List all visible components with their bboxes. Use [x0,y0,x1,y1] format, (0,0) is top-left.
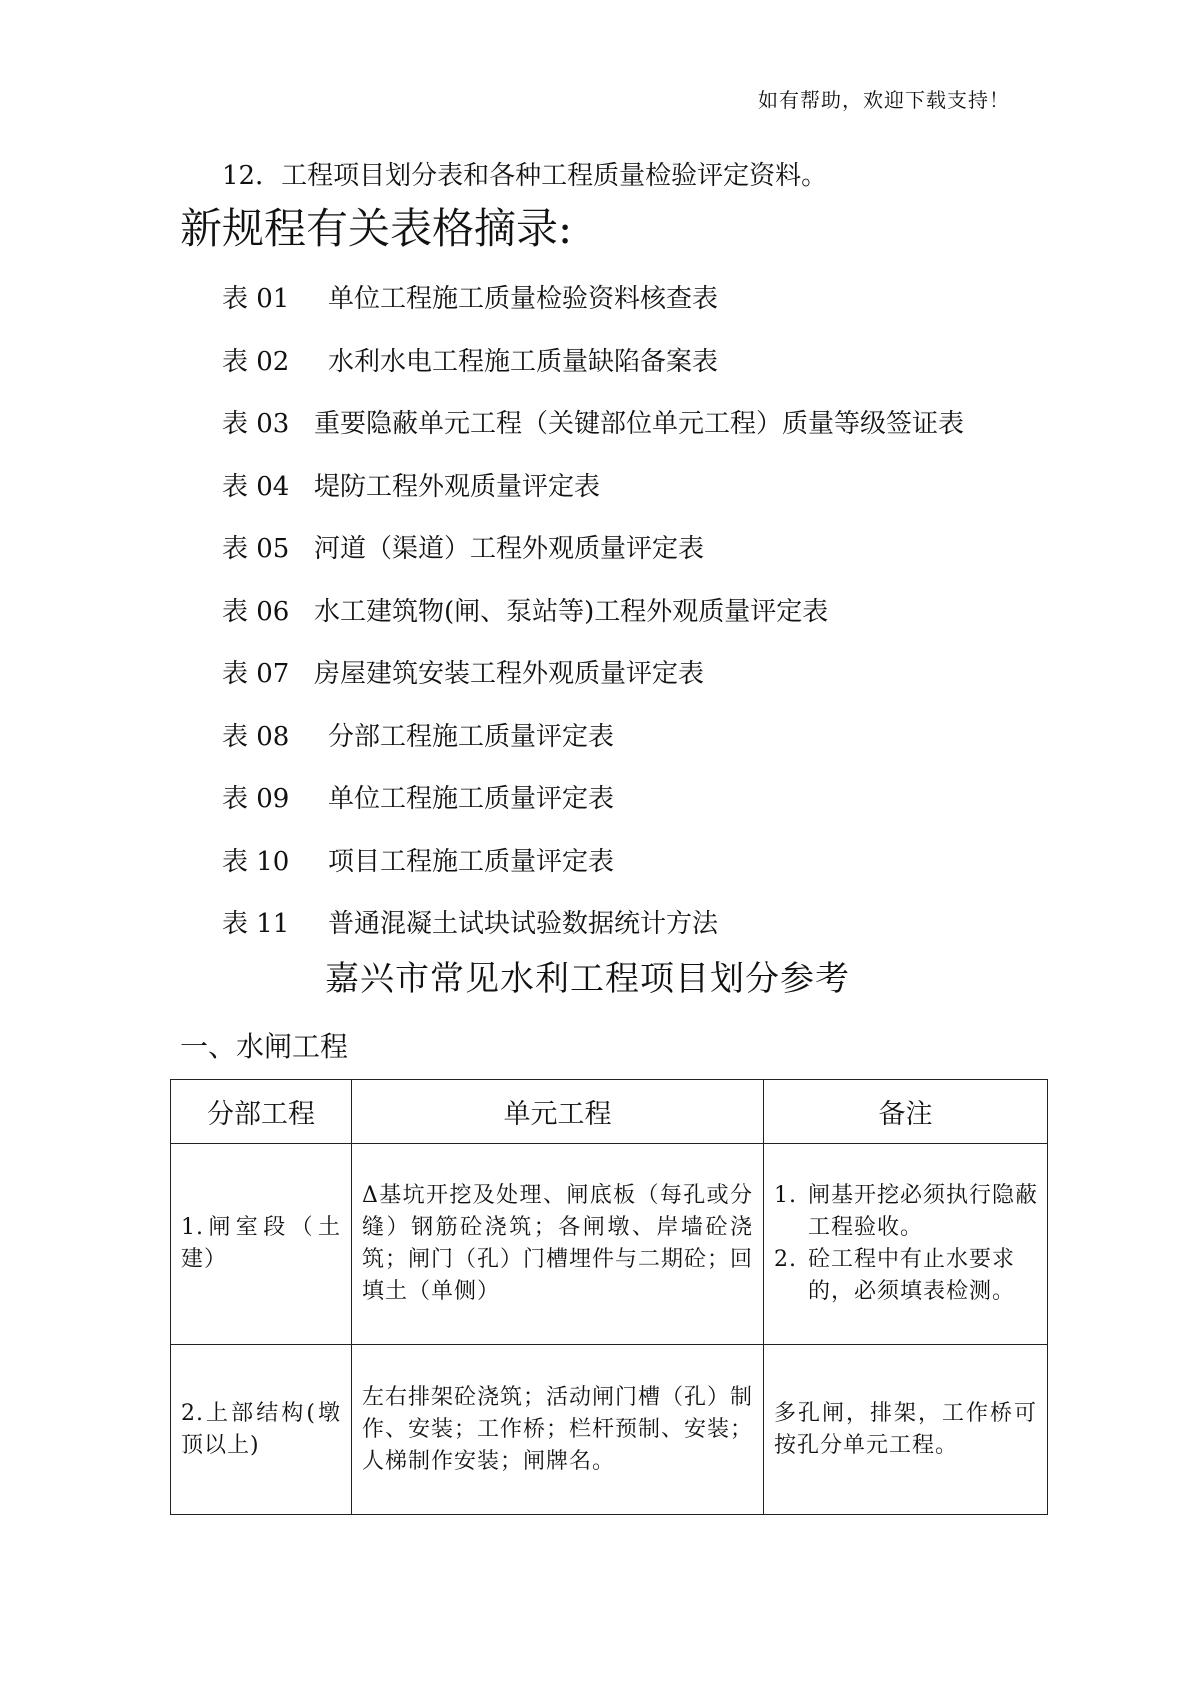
part-text: 2.上部结构(墩顶以上) [181,1400,341,1458]
units-text: 左右排架砼浇筑；活动闸门槽（孔）制作、安装；工作桥；栏杆预制、安装；人梯制作安装；闸牌名。 [362,1384,754,1474]
form-row [222,528,964,591]
project-division-table [170,1079,1048,1515]
table-header-row [171,1080,1048,1144]
form-title: 单位工程施工质量评定表 [328,784,615,814]
form-number: 表 08 [222,721,290,752]
form-row [222,341,964,404]
form-row [222,841,964,904]
form-title: 水利水电工程施工质量缺陷备案表 [328,346,719,377]
form-title: 单位工程施工质量检验资料核查表 [328,284,719,314]
list-item-12: 12．工程项目划分表和各种工程质量检验评定资料。 [222,161,828,191]
form-title: 项目工程施工质量评定表 [328,846,615,877]
notes-list [764,1180,1047,1308]
form-list [222,278,964,966]
form-title: 水工建筑物(闸、泵站等)工程外观质量评定表 [314,596,829,627]
form-row [222,466,964,529]
table-header-part: 分部工程 [171,1080,352,1144]
form-title: 重要隐蔽单元工程（关键部位单元工程）质量等级签证表 [314,409,965,439]
form-number: 表 07 [222,659,290,689]
section-title: 新规程有关表格摘录: [180,204,573,253]
table-header-units: 单元工程 [352,1080,764,1144]
table-cell-notes [764,1345,1048,1515]
part-text: 1.闸室段（土建） [181,1215,341,1272]
form-row [222,591,964,654]
note-text: 闸基开挖必须执行隐蔽工程验收。 [808,1183,1039,1240]
header-note: 如有帮助，欢迎下载支持！ [758,88,1010,112]
table-cell-part [171,1144,352,1345]
note-number: 2. [774,1247,797,1272]
form-number: 表 11 [222,909,290,939]
form-row [222,778,964,841]
form-number: 表 09 [222,784,290,814]
note-item [774,1180,1039,1244]
form-row [222,716,964,779]
units-text: Δ基坑开挖及处理、闸底板（每孔或分缝）钢筋砼浇筑；各闸墩、岸墙砼浇筑；闸门（孔）门槽埋件与二期砼；回填土（单侧） [362,1183,754,1304]
form-number: 表 03 [222,409,290,439]
form-row [222,403,964,466]
reference-title: 嘉兴市常见水利工程项目划分参考 [325,959,850,999]
form-number: 表 02 [222,346,290,377]
form-number: 表 05 [222,534,290,564]
form-number: 表 10 [222,846,290,877]
form-row [222,653,964,716]
form-title: 河道（渠道）工程外观质量评定表 [314,534,705,564]
form-number: 表 04 [222,471,290,502]
table-cell-units [352,1144,764,1345]
form-number: 表 06 [222,596,290,627]
form-row [222,278,964,341]
form-title: 房屋建筑安装工程外观质量评定表 [314,659,705,689]
subsection-title: 一、水闸工程 [180,1030,349,1063]
table-row [171,1144,1048,1345]
table-header-notes: 备注 [764,1080,1048,1144]
table-cell-notes [764,1144,1048,1345]
table-row [171,1345,1048,1515]
note-text: 砼工程中有止水要求的，必须填表检测。 [808,1247,1016,1304]
note-number: 1. [774,1183,797,1208]
note-item [774,1244,1039,1308]
form-title: 堤防工程外观质量评定表 [314,471,601,502]
note-text: 多孔闸，排架，工作桥可按孔分单元工程。 [774,1400,1037,1458]
table-cell-part [171,1345,352,1515]
form-number: 表 01 [222,284,290,314]
table-cell-units [352,1345,764,1515]
form-title: 普通混凝土试块试验数据统计方法 [328,909,719,939]
form-title: 分部工程施工质量评定表 [328,721,615,752]
